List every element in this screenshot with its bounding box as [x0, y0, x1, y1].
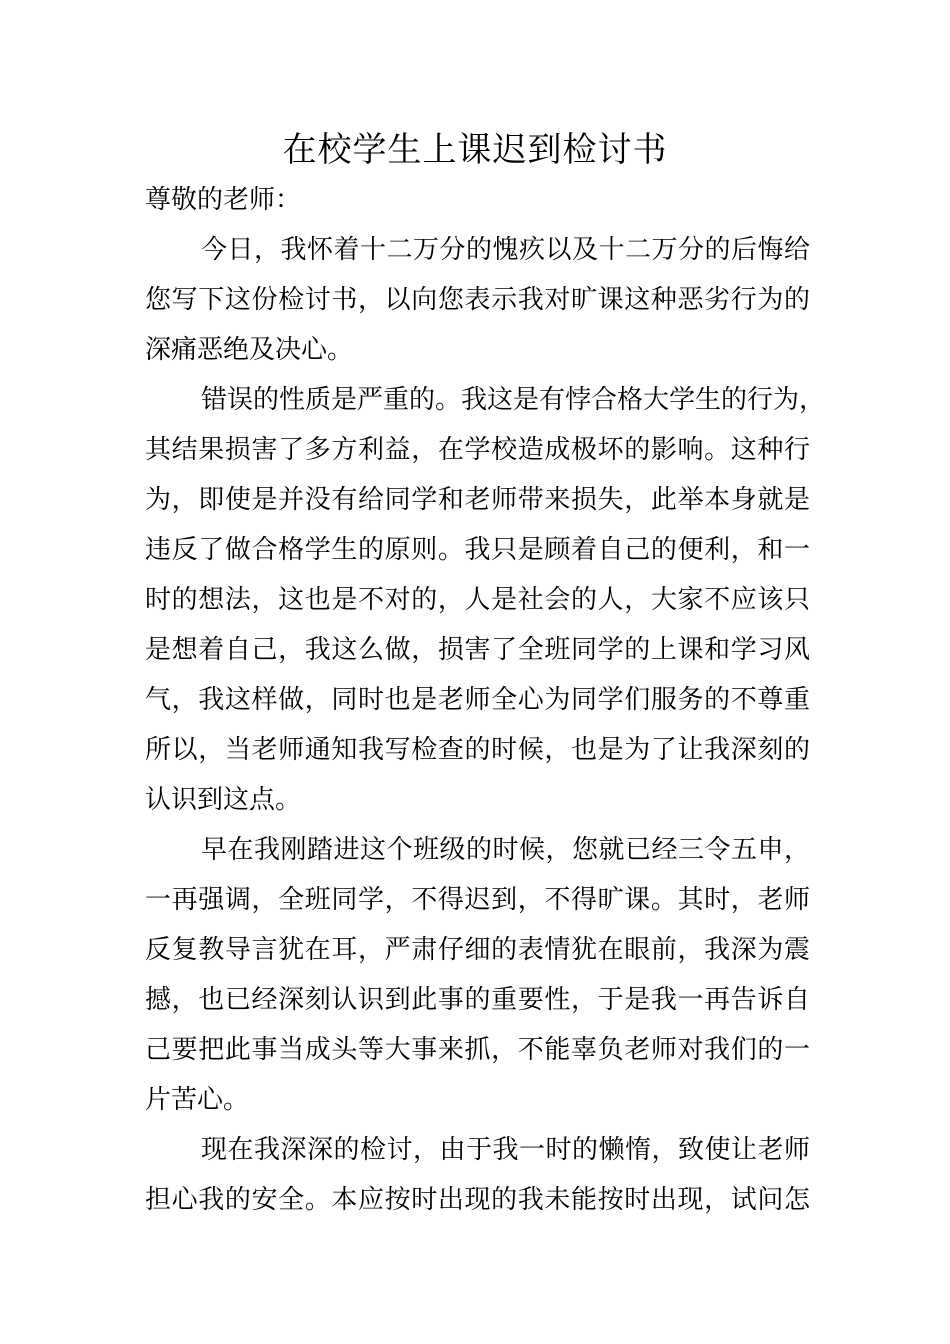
text-line: 是想着自己，我这么做，损害了全班同学的上课和学习风 — [145, 635, 810, 665]
text-line: 现在我深深的检讨，由于我一时的懒惰，致使让老师 — [201, 1135, 810, 1165]
salutation: 尊敬的老师： — [145, 185, 302, 215]
text-line: 一再强调，全班同学，不得迟到，不得旷课。其时，老师 — [145, 885, 810, 915]
text-line: 其结果损害了多方利益，在学校造成极坏的影响。这种行 — [145, 435, 810, 465]
text-line: 气，我这样做，同时也是老师全心为同学们服务的不尊重 — [145, 685, 810, 715]
text-line: 早在我刚踏进这个班级的时候，您就已经三令五申， — [201, 835, 810, 865]
text-line: 为，即使是并没有给同学和老师带来损失，此举本身就是 — [145, 485, 810, 515]
text-line: 所以，当老师通知我写检查的时候，也是为了让我深刻的 — [145, 735, 810, 765]
paragraph-4 — [145, 1125, 810, 1225]
text-line: 深痛恶绝及决心。 — [145, 335, 354, 365]
document-body — [145, 175, 826, 1225]
paragraph-1 — [145, 225, 810, 375]
document-title: 在校学生上课迟到检讨书 — [282, 130, 668, 170]
text-line: 片苦心。 — [145, 1085, 250, 1115]
text-line: 时的想法，这也是不对的，人是社会的人，大家不应该只 — [145, 585, 810, 615]
text-line: 违反了做合格学生的原则。我只是顾着自己的便利，和一 — [145, 535, 810, 565]
paragraph-2 — [145, 375, 826, 825]
text-line: 今日，我怀着十二万分的愧疚以及十二万分的后悔给 — [201, 235, 810, 265]
text-line: 您写下这份检讨书，以向您表示我对旷课这种恶劣行为的 — [145, 285, 810, 315]
text-line: 己要把此事当成头等大事来抓，不能辜负老师对我们的一 — [145, 1035, 810, 1065]
text-line: 撼，也已经深刻认识到此事的重要性，于是我一再告诉自 — [145, 985, 810, 1015]
text-line: 担心我的安全。本应按时出现的我未能按时出现，试问怎 — [145, 1185, 810, 1215]
paragraph-3 — [145, 825, 810, 1125]
text-line: 反复教导言犹在耳，严肃仔细的表情犹在眼前，我深为震 — [145, 935, 810, 965]
text-line: 错误的性质是严重的。我这是有悖合格大学生的行为， — [201, 385, 826, 415]
text-line: 认识到这点。 — [145, 785, 302, 815]
